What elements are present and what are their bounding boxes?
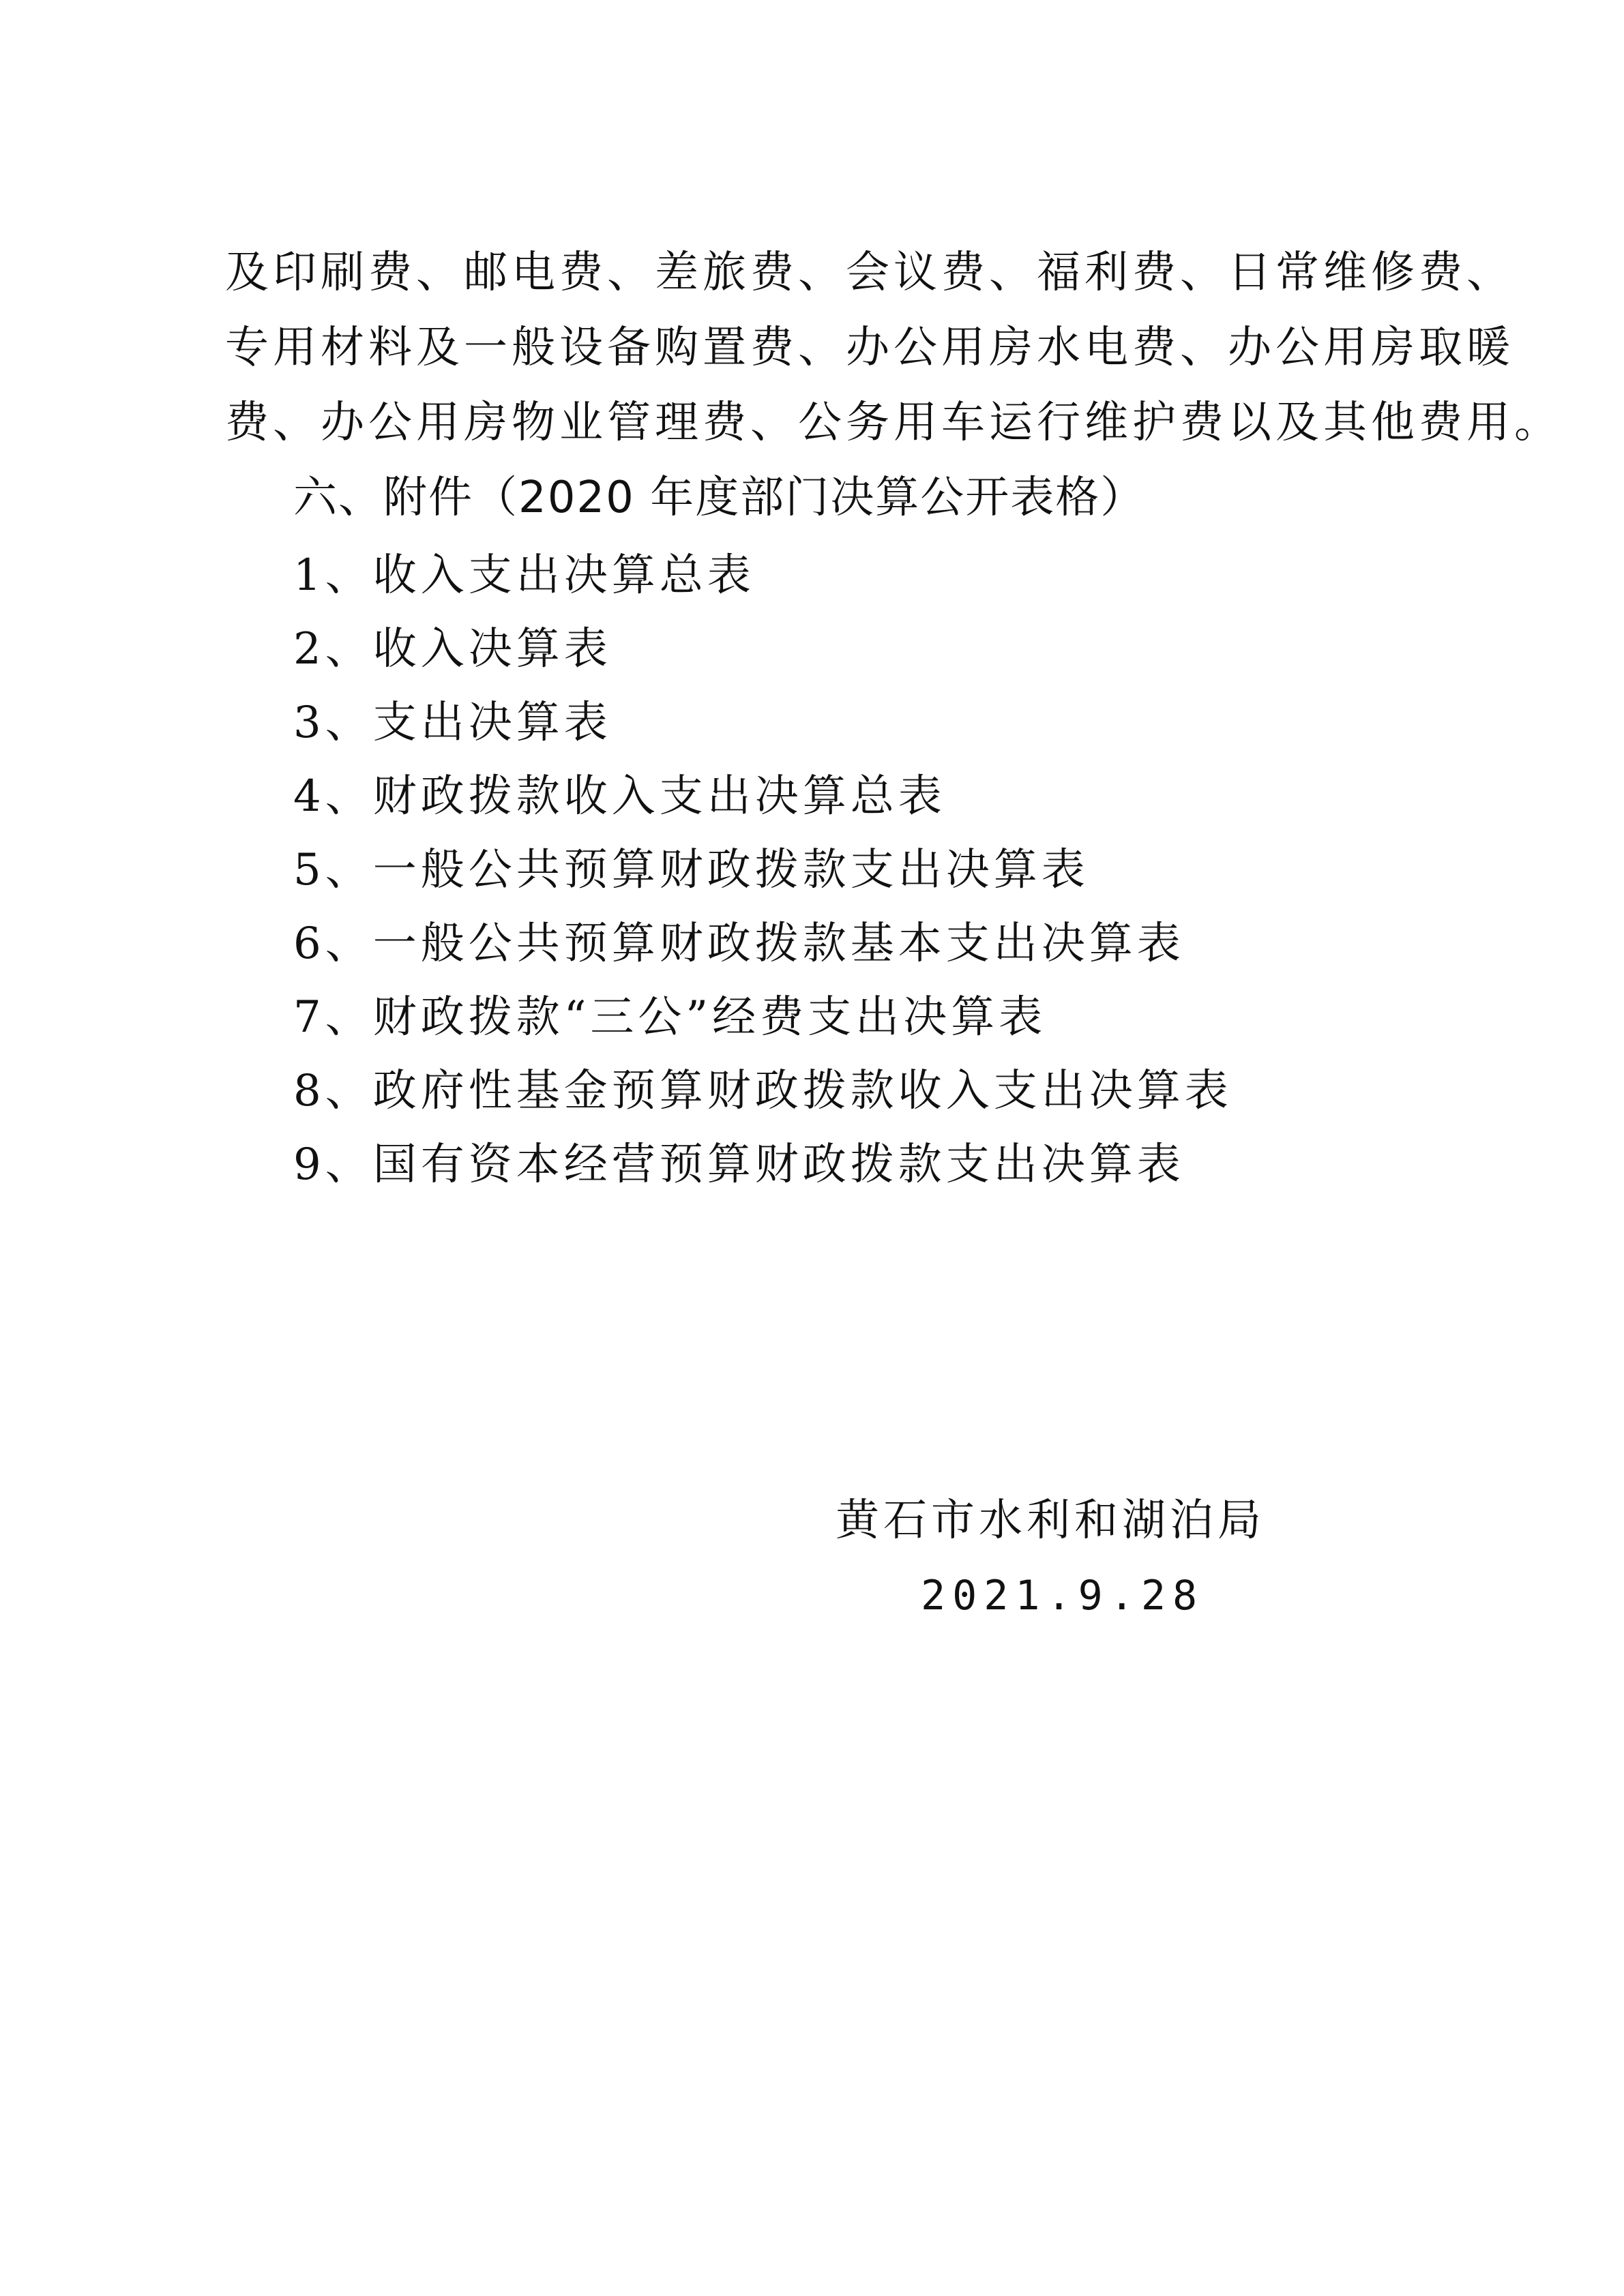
body-text-line-3: 费、办公用房物业管理费、公务用车运行维护费以及其他费用。 xyxy=(225,398,1562,448)
attachment-item-1: 1、收入支出决算总表 xyxy=(293,550,755,601)
attachment-item-3: 3、支出决算表 xyxy=(293,698,612,748)
attachment-item-6: 6、一般公共预算财政拨款基本支出决算表 xyxy=(293,919,1185,969)
section-heading: 六、附件（2020 年度部门决算公开表格） xyxy=(293,473,1146,523)
attachment-item-9: 9、国有资本经营预算财政拨款支出决算表 xyxy=(293,1139,1185,1190)
signature-organization: 黄石市水利和湖泊局 xyxy=(836,1495,1265,1546)
attachment-item-2: 2、收入决算表 xyxy=(293,624,612,674)
attachment-list xyxy=(293,539,1232,1202)
attachment-item-7: 7、财政拨款“三公”经费支出决算表 xyxy=(293,992,1047,1043)
body-text-line-2: 专用材料及一般设备购置费、办公用房水电费、办公用房取暖 xyxy=(225,323,1514,373)
attachment-item-8: 8、政府性基金预算财政拨款收入支出决算表 xyxy=(293,1066,1232,1116)
attachment-item-5: 5、一般公共预算财政拨款支出决算表 xyxy=(293,845,1089,895)
body-text-line-1: 及印刷费、邮电费、差旅费、会议费、福利费、日常维修费、 xyxy=(225,248,1514,298)
attachment-item-4: 4、财政拨款收入支出决算总表 xyxy=(293,771,946,822)
signature-date: 2021.9.28 xyxy=(921,1572,1205,1620)
